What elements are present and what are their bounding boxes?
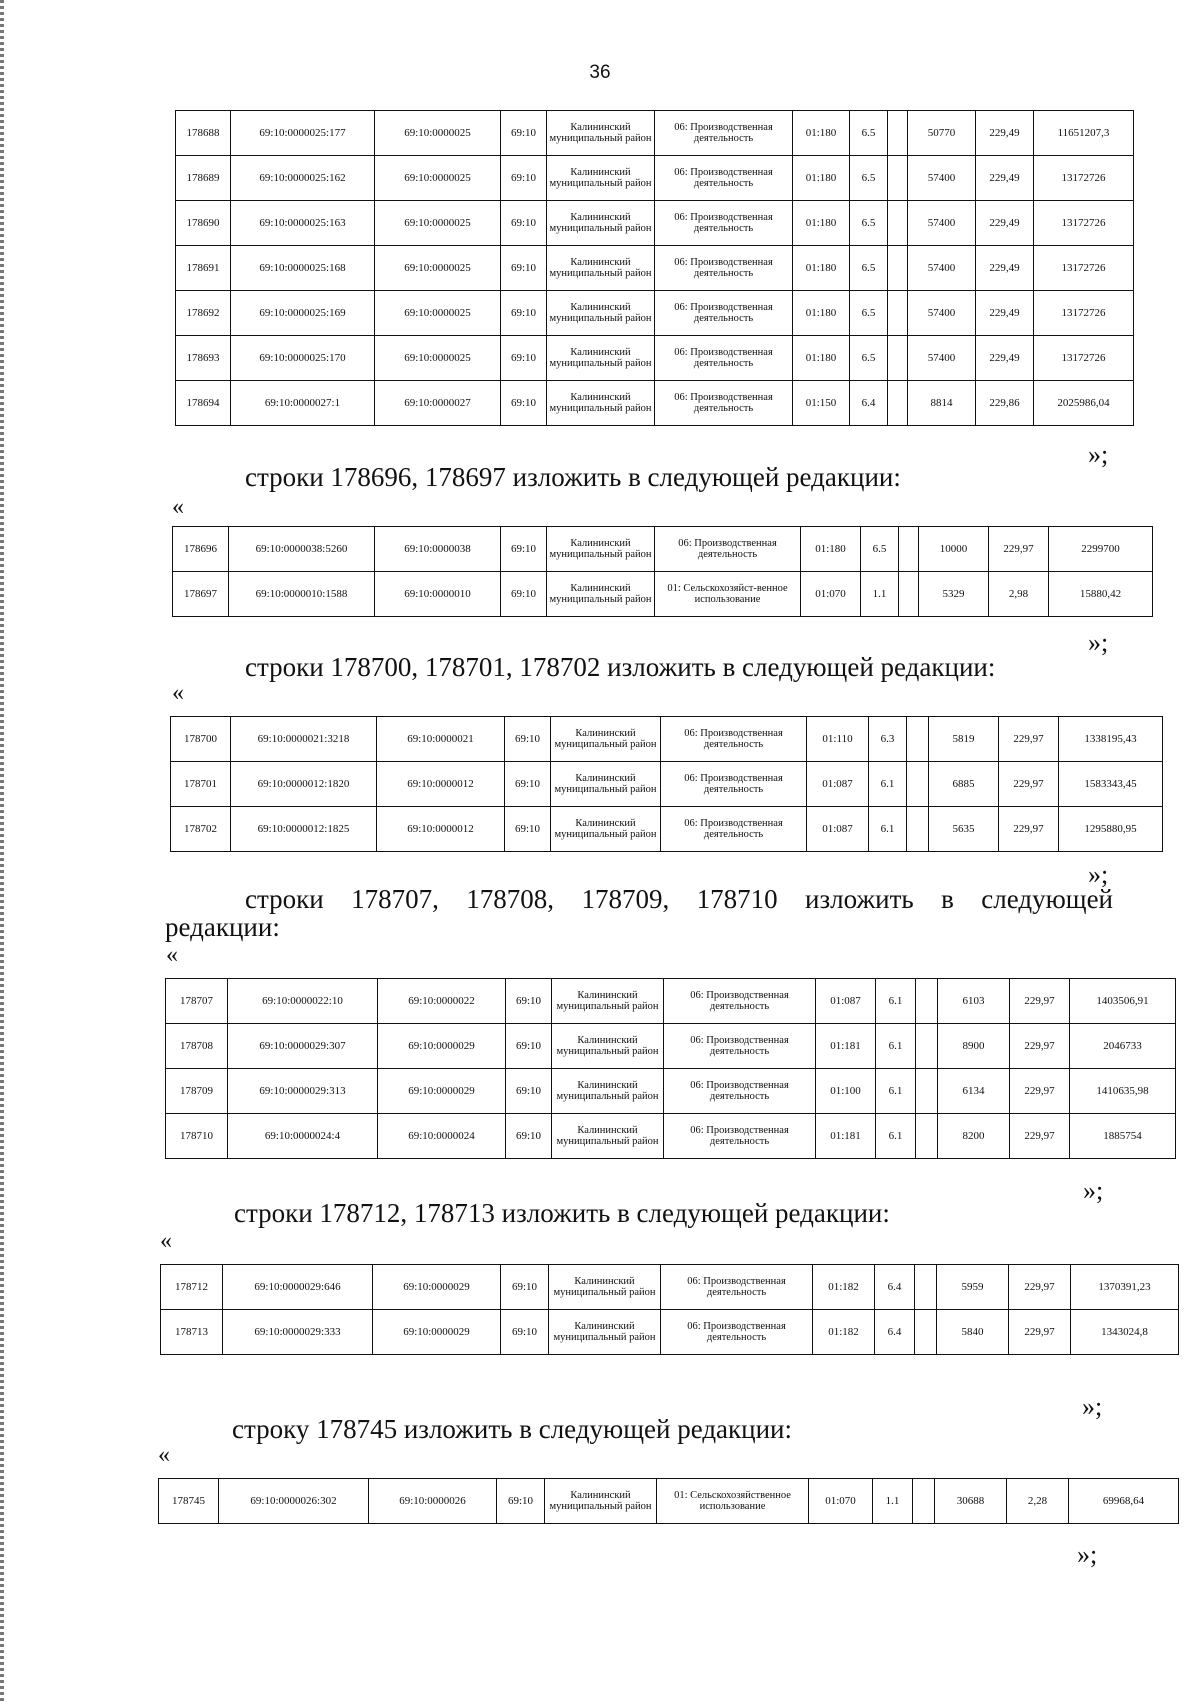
empty-cell-cell (916, 979, 938, 1024)
cadastral-number-cell: 69:10:0000022:10 (228, 979, 378, 1024)
subgroup-cell: 6.5 (850, 156, 888, 201)
specific-value-cell: 229,97 (1010, 1024, 1070, 1069)
cadastral-number-cell: 69:10:0000021:3218 (231, 717, 377, 762)
closing-quote: »; (1083, 1176, 1104, 1205)
specific-value-cell: 229,86 (976, 381, 1034, 426)
cadastral-quarter-cell: 69:10:0000012 (377, 807, 505, 852)
cadastral-quarter-cell: 69:10:0000010 (375, 572, 501, 617)
code-cell: 01:181 (816, 1024, 876, 1069)
specific-value-cell: 2,28 (1007, 1479, 1069, 1524)
land-use-group-cell: 06: Производственная деятельность (664, 979, 816, 1024)
heading-word: изложить (805, 884, 914, 914)
empty-cell-cell (915, 1310, 937, 1355)
municipality-cell: Калининский муниципальный район (547, 381, 655, 426)
cadastral-quarter-cell: 69:10:0000025 (375, 201, 501, 246)
empty-cell-cell (916, 1024, 938, 1069)
code-cell: 01:070 (809, 1479, 873, 1524)
cadastral-number-cell: 69:10:0000025:163 (231, 201, 375, 246)
section-heading: строки 178696, 178697 изложить в следующей редакции: (245, 462, 901, 492)
cadastral-quarter-cell: 69:10:0000025 (375, 111, 501, 156)
section-heading: строки 178700, 178701, 178702 изложить в следующей редакции: (245, 652, 996, 682)
table-row (176, 381, 1134, 426)
cadastral-number-cell: 69:10:0000012:1820 (231, 762, 377, 807)
cadastral-district-cell: 69:10 (506, 1024, 552, 1069)
land-use-group-cell: 06: Производственная деятельность (655, 291, 793, 336)
empty-cell-cell (888, 336, 908, 381)
table-row (161, 1265, 1179, 1310)
municipality-cell: Калининский муниципальный район (547, 156, 655, 201)
area-cell: 50770 (908, 111, 976, 156)
data-table (175, 110, 1134, 426)
area-cell: 57400 (908, 156, 976, 201)
cadastral-quarter-cell: 69:10:0000025 (375, 336, 501, 381)
cadastral-quarter-cell: 69:10:0000025 (375, 291, 501, 336)
cadastral-value-cell: 1338195,43 (1059, 717, 1163, 762)
row-number-cell: 178696 (173, 527, 229, 572)
land-use-group-cell: 06: Производственная деятельность (664, 1024, 816, 1069)
table-row (173, 572, 1153, 617)
table-row (166, 1069, 1176, 1114)
land-use-group-cell: 06: Производственная деятельность (661, 717, 807, 762)
municipality-cell: Калининский муниципальный район (547, 111, 655, 156)
cadastral-quarter-cell: 69:10:0000029 (378, 1024, 506, 1069)
cadastral-value-cell: 69968,64 (1069, 1479, 1179, 1524)
cadastral-value-cell: 1410635,98 (1070, 1069, 1176, 1114)
municipality-cell: Калининский муниципальный район (552, 1069, 664, 1114)
table-row (166, 1114, 1176, 1159)
empty-cell-cell (907, 762, 929, 807)
area-cell: 6885 (929, 762, 999, 807)
land-use-group-cell: 06: Производственная деятельность (655, 381, 793, 426)
cadastral-number-cell: 69:10:0000027:1 (231, 381, 375, 426)
table-block-0 (175, 110, 1134, 426)
area-cell: 6103 (938, 979, 1010, 1024)
empty-cell-cell (888, 381, 908, 426)
subgroup-cell: 6.1 (876, 1114, 916, 1159)
subgroup-cell: 6.1 (876, 1069, 916, 1114)
code-cell: 01:150 (793, 381, 850, 426)
table-block-5 (158, 1478, 1179, 1524)
subgroup-cell: 6.5 (850, 336, 888, 381)
row-number-cell: 178701 (171, 762, 231, 807)
data-table (158, 1478, 1179, 1524)
subgroup-cell: 6.1 (876, 1024, 916, 1069)
cadastral-district-cell: 69:10 (501, 201, 547, 246)
cadastral-number-cell: 69:10:0000025:170 (231, 336, 375, 381)
cadastral-district-cell: 69:10 (505, 762, 551, 807)
closing-quote: »; (1082, 1392, 1103, 1421)
heading-word: 178710 (696, 884, 778, 914)
cadastral-value-cell: 13172726 (1034, 156, 1134, 201)
municipality-cell: Калининский муниципальный район (551, 807, 661, 852)
subgroup-cell: 6.1 (869, 807, 907, 852)
specific-value-cell: 229,97 (1010, 1114, 1070, 1159)
specific-value-cell: 229,49 (976, 201, 1034, 246)
empty-cell-cell (916, 1114, 938, 1159)
subgroup-cell: 1.1 (873, 1479, 913, 1524)
subgroup-cell: 6.1 (876, 979, 916, 1024)
heading-word: 178707, (351, 884, 439, 914)
table-row (173, 527, 1153, 572)
opening-quote: « (172, 680, 184, 706)
scan-margin-edge (0, 0, 4, 1704)
empty-cell-cell (913, 1479, 935, 1524)
code-cell: 01:180 (793, 336, 850, 381)
cadastral-value-cell: 1583343,45 (1059, 762, 1163, 807)
land-use-group-cell: 06: Производственная деятельность (661, 1265, 813, 1310)
empty-cell-cell (907, 807, 929, 852)
specific-value-cell: 229,97 (999, 807, 1059, 852)
land-use-group-cell: 06: Производственная деятельность (664, 1114, 816, 1159)
area-cell: 10000 (919, 527, 989, 572)
specific-value-cell: 229,49 (976, 246, 1034, 291)
subgroup-cell: 1.1 (861, 572, 899, 617)
row-number-cell: 178709 (166, 1069, 228, 1114)
land-use-group-cell: 06: Производственная деятельность (655, 156, 793, 201)
land-use-group-cell: 06: Производственная деятельность (655, 527, 801, 572)
heading-word: следующей (981, 884, 1113, 914)
row-number-cell: 178710 (166, 1114, 228, 1159)
code-cell: 01:182 (813, 1310, 875, 1355)
row-number-cell: 178745 (159, 1479, 219, 1524)
cadastral-value-cell: 11651207,3 (1034, 111, 1134, 156)
row-number-cell: 178690 (176, 201, 231, 246)
area-cell: 57400 (908, 336, 976, 381)
cadastral-district-cell: 69:10 (501, 111, 547, 156)
cadastral-district-cell: 69:10 (501, 291, 547, 336)
table-row (176, 291, 1134, 336)
land-use-group-cell: 01: Сельскохозяйственное использование (657, 1479, 809, 1524)
area-cell: 6134 (938, 1069, 1010, 1114)
cadastral-district-cell: 69:10 (506, 1069, 552, 1114)
cadastral-value-cell: 15880,42 (1049, 572, 1153, 617)
municipality-cell: Калининский муниципальный район (549, 1265, 661, 1310)
municipality-cell: Калининский муниципальный район (552, 979, 664, 1024)
land-use-group-cell: 06: Производственная деятельность (664, 1069, 816, 1114)
cadastral-value-cell: 1885754 (1070, 1114, 1176, 1159)
cadastral-value-cell: 13172726 (1034, 291, 1134, 336)
cadastral-district-cell: 69:10 (501, 1310, 549, 1355)
area-cell: 8900 (938, 1024, 1010, 1069)
specific-value-cell: 229,97 (1010, 979, 1070, 1024)
cadastral-district-cell: 69:10 (497, 1479, 545, 1524)
subgroup-cell: 6.3 (869, 717, 907, 762)
code-cell: 01:180 (801, 527, 861, 572)
area-cell: 57400 (908, 291, 976, 336)
cadastral-quarter-cell: 69:10:0000024 (378, 1114, 506, 1159)
municipality-cell: Калининский муниципальный район (551, 762, 661, 807)
table-row (176, 336, 1134, 381)
municipality-cell: Калининский муниципальный район (551, 717, 661, 762)
subgroup-cell: 6.5 (850, 111, 888, 156)
subgroup-cell: 6.4 (875, 1265, 915, 1310)
land-use-group-cell: 06: Производственная деятельность (655, 201, 793, 246)
data-table (170, 716, 1163, 852)
land-use-group-cell: 06: Производственная деятельность (655, 336, 793, 381)
specific-value-cell: 229,49 (976, 156, 1034, 201)
empty-cell-cell (916, 1069, 938, 1114)
cadastral-value-cell: 2046733 (1070, 1024, 1176, 1069)
closing-quote: »; (1088, 860, 1109, 889)
row-number-cell: 178692 (176, 291, 231, 336)
cadastral-value-cell: 1343024,8 (1071, 1310, 1179, 1355)
data-table (160, 1264, 1179, 1355)
cadastral-quarter-cell: 69:10:0000022 (378, 979, 506, 1024)
heading-word: 178709, (581, 884, 670, 914)
empty-cell-cell (888, 111, 908, 156)
heading-word: в (941, 884, 954, 914)
specific-value-cell: 229,97 (1009, 1310, 1071, 1355)
row-number-cell: 178707 (166, 979, 228, 1024)
cadastral-number-cell: 69:10:0000025:162 (231, 156, 375, 201)
cadastral-district-cell: 69:10 (501, 246, 547, 291)
row-number-cell: 178697 (173, 572, 229, 617)
code-cell: 01:181 (816, 1114, 876, 1159)
code-cell: 01:180 (793, 291, 850, 336)
municipality-cell: Калининский муниципальный район (547, 336, 655, 381)
code-cell: 01:087 (816, 979, 876, 1024)
empty-cell-cell (888, 201, 908, 246)
code-cell: 01:110 (807, 717, 869, 762)
cadastral-quarter-cell: 69:10:0000025 (375, 246, 501, 291)
cadastral-number-cell: 69:10:0000029:307 (228, 1024, 378, 1069)
empty-cell-cell (899, 527, 919, 572)
specific-value-cell: 229,97 (989, 527, 1049, 572)
cadastral-value-cell: 13172726 (1034, 336, 1134, 381)
cadastral-value-cell: 1403506,91 (1070, 979, 1176, 1024)
area-cell: 57400 (908, 246, 976, 291)
municipality-cell: Калининский муниципальный район (552, 1114, 664, 1159)
cadastral-number-cell: 69:10:0000029:313 (228, 1069, 378, 1114)
data-table (165, 978, 1176, 1159)
section-heading: строки 178712, 178713 изложить в следующей редакции: (234, 1198, 890, 1228)
land-use-group-cell: 06: Производственная деятельность (661, 807, 807, 852)
cadastral-quarter-cell: 69:10:0000012 (377, 762, 505, 807)
cadastral-district-cell: 69:10 (501, 381, 547, 426)
cadastral-district-cell: 69:10 (505, 807, 551, 852)
specific-value-cell: 229,49 (976, 336, 1034, 381)
code-cell: 01:087 (807, 807, 869, 852)
section-heading (245, 884, 1113, 915)
table-row (176, 201, 1134, 246)
table-row (166, 1024, 1176, 1069)
land-use-group-cell: 06: Производственная деятельность (655, 111, 793, 156)
table-block-1 (172, 526, 1153, 617)
subgroup-cell: 6.4 (875, 1310, 915, 1355)
row-number-cell: 178712 (161, 1265, 223, 1310)
empty-cell-cell (907, 717, 929, 762)
cadastral-number-cell: 69:10:0000024:4 (228, 1114, 378, 1159)
page-number: 36 (589, 62, 611, 83)
section-heading: строку 178745 изложить в следующей редакции: (232, 1414, 793, 1444)
cadastral-number-cell: 69:10:0000010:1588 (229, 572, 375, 617)
table-row (176, 111, 1134, 156)
row-number-cell: 178694 (176, 381, 231, 426)
municipality-cell: Калининский муниципальный район (552, 1024, 664, 1069)
closing-quote: »; (1088, 440, 1109, 469)
table-row (171, 717, 1163, 762)
cadastral-quarter-cell: 69:10:0000021 (377, 717, 505, 762)
subgroup-cell: 6.5 (850, 201, 888, 246)
subgroup-cell: 6.5 (850, 246, 888, 291)
cadastral-value-cell: 2299700 (1049, 527, 1153, 572)
cadastral-district-cell: 69:10 (505, 717, 551, 762)
land-use-group-cell: 06: Производственная деятельность (661, 1310, 813, 1355)
row-number-cell: 178689 (176, 156, 231, 201)
empty-cell-cell (899, 572, 919, 617)
opening-quote: « (166, 942, 178, 968)
empty-cell-cell (915, 1265, 937, 1310)
table-row (171, 762, 1163, 807)
row-number-cell: 178693 (176, 336, 231, 381)
land-use-group-cell: 06: Производственная деятельность (655, 246, 793, 291)
code-cell: 01:180 (793, 111, 850, 156)
area-cell: 5329 (919, 572, 989, 617)
cadastral-district-cell: 69:10 (506, 979, 552, 1024)
cadastral-number-cell: 69:10:0000012:1825 (231, 807, 377, 852)
closing-quote: »; (1088, 628, 1109, 657)
closing-quote: »; (1077, 1540, 1098, 1569)
municipality-cell: Калининский муниципальный район (547, 572, 655, 617)
row-number-cell: 178700 (171, 717, 231, 762)
empty-cell-cell (888, 156, 908, 201)
code-cell: 01:182 (813, 1265, 875, 1310)
municipality-cell: Калининский муниципальный район (549, 1310, 661, 1355)
subgroup-cell: 6.1 (869, 762, 907, 807)
cadastral-value-cell: 1370391,23 (1071, 1265, 1179, 1310)
cadastral-quarter-cell: 69:10:0000038 (375, 527, 501, 572)
municipality-cell: Калининский муниципальный район (547, 201, 655, 246)
row-number-cell: 178702 (171, 807, 231, 852)
row-number-cell: 178691 (176, 246, 231, 291)
opening-quote: « (158, 1442, 170, 1468)
empty-cell-cell (888, 246, 908, 291)
code-cell: 01:180 (793, 246, 850, 291)
cadastral-number-cell: 69:10:0000029:333 (223, 1310, 373, 1355)
row-number-cell: 178708 (166, 1024, 228, 1069)
area-cell: 57400 (908, 201, 976, 246)
table-block-4 (160, 1264, 1179, 1355)
cadastral-quarter-cell: 69:10:0000027 (375, 381, 501, 426)
area-cell: 5819 (929, 717, 999, 762)
code-cell: 01:180 (793, 156, 850, 201)
code-cell: 01:100 (816, 1069, 876, 1114)
subgroup-cell: 6.5 (850, 291, 888, 336)
table-row (176, 156, 1134, 201)
cadastral-quarter-cell: 69:10:0000026 (369, 1479, 497, 1524)
specific-value-cell: 229,49 (976, 291, 1034, 336)
municipality-cell: Калининский муниципальный район (547, 246, 655, 291)
cadastral-value-cell: 2025986,04 (1034, 381, 1134, 426)
table-block-3 (165, 978, 1176, 1159)
cadastral-value-cell: 13172726 (1034, 201, 1134, 246)
table-row (176, 246, 1134, 291)
cadastral-number-cell: 69:10:0000025:168 (231, 246, 375, 291)
table-row (171, 807, 1163, 852)
cadastral-number-cell: 69:10:0000029:646 (223, 1265, 373, 1310)
specific-value-cell: 2,98 (989, 572, 1049, 617)
specific-value-cell: 229,97 (999, 762, 1059, 807)
cadastral-district-cell: 69:10 (501, 572, 547, 617)
cadastral-district-cell: 69:10 (506, 1114, 552, 1159)
cadastral-district-cell: 69:10 (501, 527, 547, 572)
area-cell: 5840 (937, 1310, 1009, 1355)
section-heading-continuation: редакции: (165, 912, 280, 942)
cadastral-value-cell: 13172726 (1034, 246, 1134, 291)
cadastral-district-cell: 69:10 (501, 156, 547, 201)
cadastral-number-cell: 69:10:0000026:302 (219, 1479, 369, 1524)
cadastral-quarter-cell: 69:10:0000029 (373, 1265, 501, 1310)
row-number-cell: 178713 (161, 1310, 223, 1355)
specific-value-cell: 229,97 (1009, 1265, 1071, 1310)
cadastral-district-cell: 69:10 (501, 1265, 549, 1310)
land-use-group-cell: 01: Сельскохозяйст-венное использование (655, 572, 801, 617)
opening-quote: « (172, 494, 184, 520)
code-cell: 01:180 (793, 201, 850, 246)
area-cell: 30688 (935, 1479, 1007, 1524)
cadastral-number-cell: 69:10:0000025:169 (231, 291, 375, 336)
specific-value-cell: 229,49 (976, 111, 1034, 156)
municipality-cell: Калининский муниципальный район (545, 1479, 657, 1524)
code-cell: 01:070 (801, 572, 861, 617)
specific-value-cell: 229,97 (999, 717, 1059, 762)
heading-word: 178708, (466, 884, 555, 914)
area-cell: 8814 (908, 381, 976, 426)
table-row (166, 979, 1176, 1024)
table-row (161, 1310, 1179, 1355)
area-cell: 8200 (938, 1114, 1010, 1159)
municipality-cell: Калининский муниципальный район (547, 527, 655, 572)
table-block-2 (170, 716, 1163, 852)
subgroup-cell: 6.4 (850, 381, 888, 426)
cadastral-number-cell: 69:10:0000038:5260 (229, 527, 375, 572)
data-table (172, 526, 1153, 617)
heading-word: строки (245, 884, 324, 914)
specific-value-cell: 229,97 (1010, 1069, 1070, 1114)
area-cell: 5959 (937, 1265, 1009, 1310)
municipality-cell: Калининский муниципальный район (547, 291, 655, 336)
area-cell: 5635 (929, 807, 999, 852)
cadastral-quarter-cell: 69:10:0000025 (375, 156, 501, 201)
row-number-cell: 178688 (176, 111, 231, 156)
code-cell: 01:087 (807, 762, 869, 807)
land-use-group-cell: 06: Производственная деятельность (661, 762, 807, 807)
cadastral-district-cell: 69:10 (501, 336, 547, 381)
empty-cell-cell (888, 291, 908, 336)
cadastral-quarter-cell: 69:10:0000029 (373, 1310, 501, 1355)
cadastral-value-cell: 1295880,95 (1059, 807, 1163, 852)
cadastral-number-cell: 69:10:0000025:177 (231, 111, 375, 156)
table-row (159, 1479, 1179, 1524)
subgroup-cell: 6.5 (861, 527, 899, 572)
cadastral-quarter-cell: 69:10:0000029 (378, 1069, 506, 1114)
opening-quote: « (160, 1228, 172, 1254)
